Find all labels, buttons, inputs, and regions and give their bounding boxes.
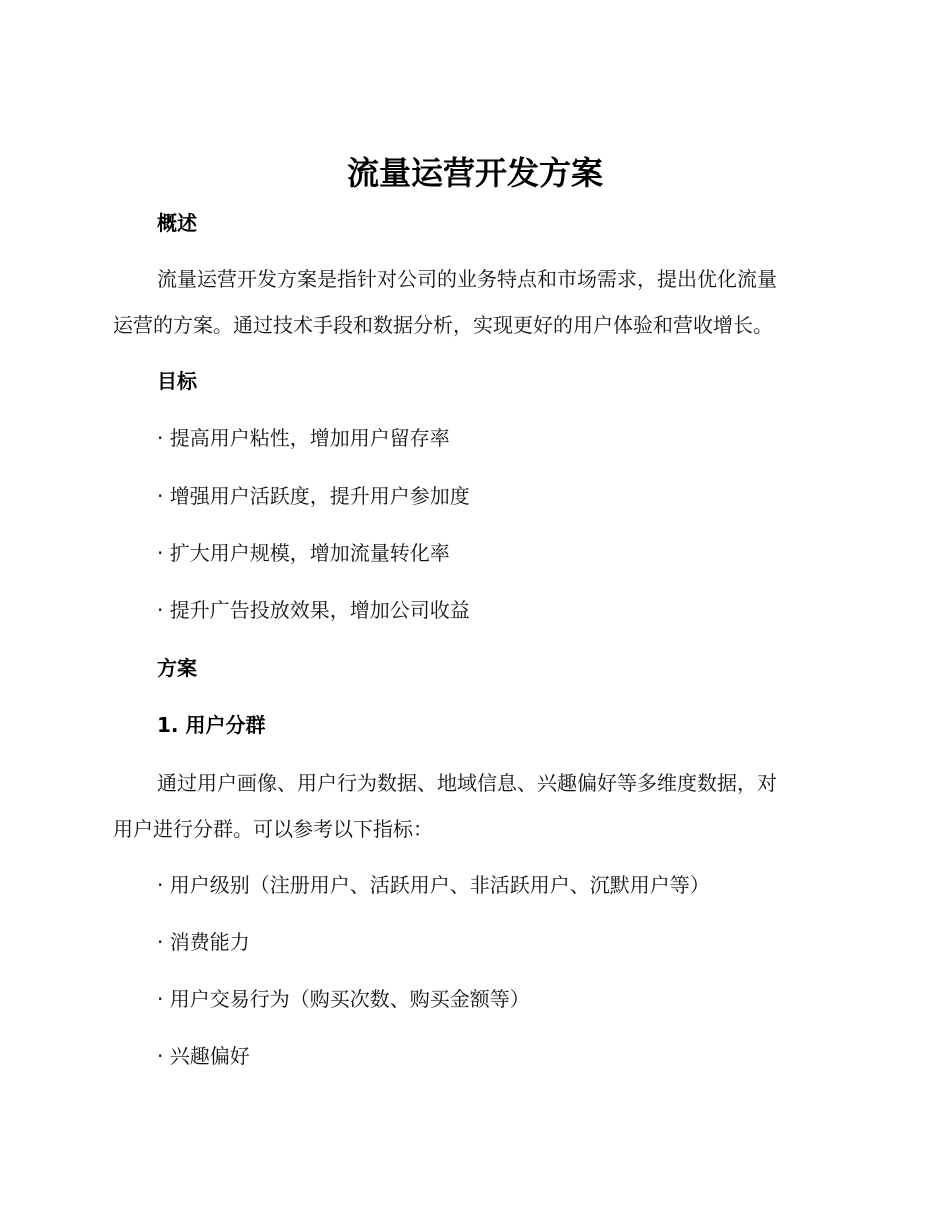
- segmentation-item-2: · 消费能力: [157, 930, 250, 954]
- segmentation-item-3: · 用户交易行为（购买次数、购买金额等）: [157, 987, 530, 1011]
- overview-paragraph: [113, 256, 843, 348]
- subsection-heading-user-segmentation: 1. 用户分群: [157, 713, 266, 737]
- overview-paragraph-line-1: 流量运营开发方案是指针对公司的业务特点和市场需求，提出优化流量: [157, 267, 777, 291]
- section-heading-plan: 方案: [157, 656, 197, 680]
- user-segmentation-paragraph-line-2: 用户进行分群。可以参考以下指标：: [113, 817, 433, 841]
- segmentation-item-1: · 用户级别（注册用户、活跃用户、非活跃用户、沉默用户等）: [157, 873, 710, 897]
- user-segmentation-paragraph-line-1: 通过用户画像、用户行为数据、地域信息、兴趣偏好等多维度数据，对: [157, 771, 777, 795]
- section-heading-overview: 概述: [157, 211, 197, 235]
- document-title: 流量运营开发方案: [346, 154, 603, 192]
- segmentation-item-4: · 兴趣偏好: [157, 1044, 250, 1068]
- goal-item-1: · 提高用户粘性，增加用户留存率: [157, 426, 450, 450]
- user-segmentation-paragraph: [113, 760, 843, 852]
- section-heading-goals: 目标: [157, 369, 197, 393]
- goal-item-4: · 提升广告投放效果，增加公司收益: [157, 598, 470, 622]
- goal-item-3: · 扩大用户规模，增加流量转化率: [157, 541, 450, 565]
- overview-paragraph-line-2: 运营的方案。通过技术手段和数据分析，实现更好的用户体验和营收增长。: [113, 313, 773, 337]
- goal-item-2: · 增强用户活跃度，提升用户参加度: [157, 484, 470, 508]
